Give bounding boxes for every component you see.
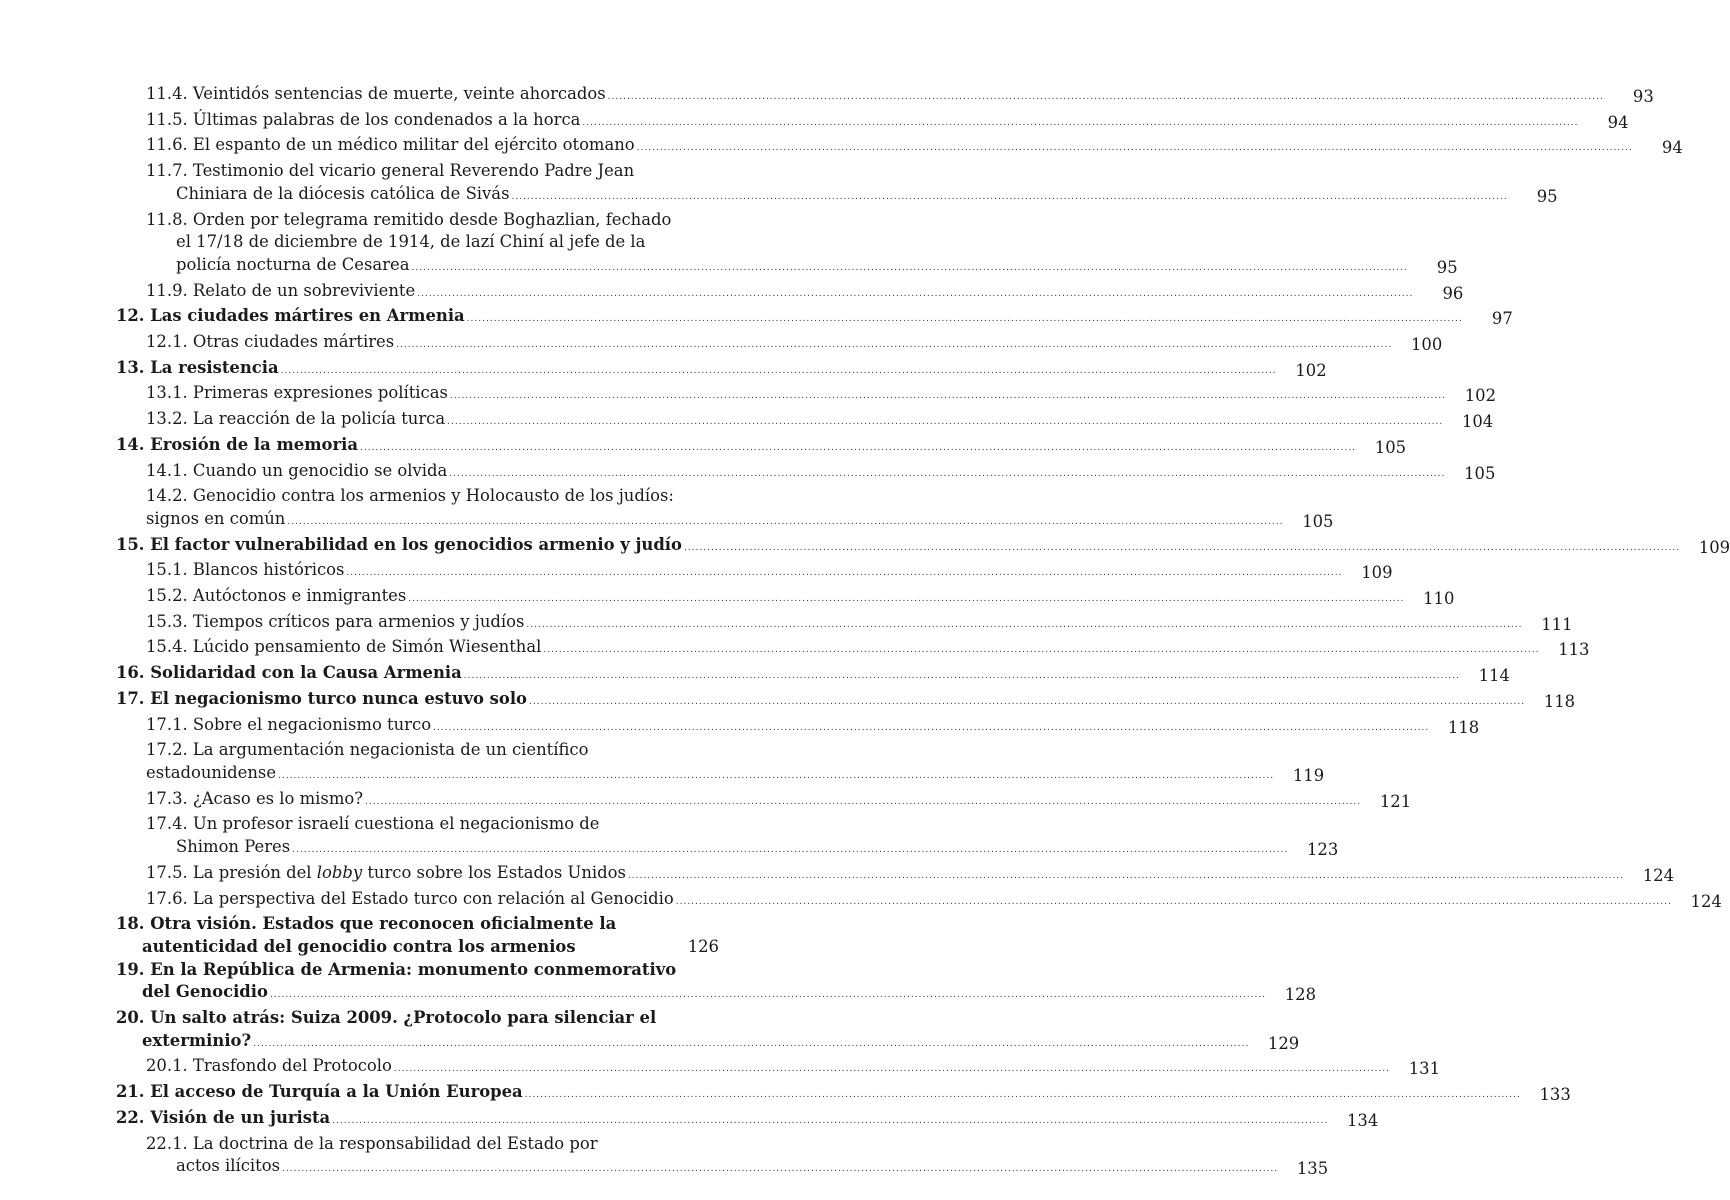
- toc-page-number: 124: [1642, 865, 1675, 885]
- toc-entry-line: 21. El acceso de Turquía a la Unión Europea: [116, 1082, 523, 1102]
- toc-chapter-entry[interactable]: [116, 1081, 1571, 1107]
- toc-entry-line: 17.1. Sobre el negacionismo turco: [146, 714, 432, 734]
- toc-entry-title: [116, 688, 1527, 714]
- toc-section-entry[interactable]: [116, 813, 1339, 861]
- toc-page-number: 110: [1423, 589, 1455, 609]
- dot-leader: [281, 360, 1277, 383]
- toc-entry-title: [116, 331, 1394, 357]
- toc-page-number: 129: [1267, 1033, 1300, 1053]
- toc-section-entry[interactable]: [116, 788, 1412, 814]
- toc-entry-line: 22.1. La doctrina de la responsabilidad del Estado por: [146, 1133, 598, 1153]
- toc-entry-line: 15.3. Tiempos críticos para armenios y judíos: [146, 611, 525, 631]
- toc-entry-line: 14. Erosión de la memoria: [116, 434, 358, 454]
- toc-entry-line: 13.1. Primeras expresiones políticas: [146, 383, 448, 403]
- toc-page-number: 133: [1539, 1085, 1571, 1105]
- dot-leader: [253, 1039, 1249, 1049]
- toc-entry-title: [116, 1055, 1392, 1081]
- toc-entry-line: estadounidense: [146, 762, 277, 782]
- dot-leader: [282, 1164, 1278, 1174]
- toc-page-number: 118: [1447, 717, 1480, 737]
- toc-entry-line: 15. El factor vulnerabilidad en los genocidios armenio y judío: [116, 534, 682, 554]
- dot-leader: [408, 588, 1404, 611]
- toc-section-entry[interactable]: [116, 408, 1494, 434]
- toc-page-number: 118: [1543, 691, 1576, 711]
- dot-leader: [360, 437, 1356, 460]
- toc-page-number: 100: [1410, 335, 1443, 355]
- dot-leader: [676, 891, 1672, 914]
- toc-page-number: 135: [1296, 1159, 1329, 1179]
- toc-entry-line: 17.5. La presión del lobby turco sobre los Estados Unidos: [146, 862, 626, 882]
- table-of-contents: [116, 83, 1730, 1181]
- toc-chapter-entry[interactable]: [116, 434, 1407, 460]
- dot-leader: [526, 614, 1522, 637]
- dot-leader: [394, 1058, 1390, 1081]
- toc-entry-line: 13. La resistencia: [116, 357, 279, 377]
- toc-entry-title: [116, 585, 1406, 611]
- dot-leader: [637, 137, 1633, 160]
- dot-leader: [396, 334, 1392, 357]
- toc-entry-line: autenticidad del genocidio contra los armenios: [142, 936, 576, 956]
- toc-entry-title: [116, 611, 1525, 637]
- dot-leader: [278, 771, 1274, 781]
- toc-entry-line: Chiniara de la diócesis católica de Sivás: [176, 183, 510, 203]
- toc-section-entry[interactable]: [116, 160, 1558, 208]
- toc-entry-title: [116, 1081, 1523, 1107]
- toc-entry-line: 11.4. Veintidós sentencias de muerte, veinte ahorcados: [146, 84, 606, 103]
- dot-leader: [525, 1084, 1521, 1107]
- toc-section-entry[interactable]: [116, 862, 1675, 888]
- toc-page-number: 134: [1346, 1110, 1379, 1130]
- toc-section-entry[interactable]: [116, 485, 1334, 533]
- toc-section-entry[interactable]: [116, 109, 1629, 135]
- toc-entry-title: [116, 739, 1276, 787]
- dot-leader: [511, 192, 1507, 202]
- toc-entry-line: 17. El negacionismo turco nunca estuvo solo: [116, 688, 527, 708]
- toc-entry-title: [116, 460, 1447, 486]
- toc-entry-line: 13.2. La reacción de la policía turca: [146, 409, 446, 429]
- toc-page-number: 121: [1379, 791, 1412, 811]
- dot-leader: [464, 665, 1460, 688]
- toc-entry-title: [116, 382, 1448, 408]
- toc-page-number: 105: [1302, 511, 1334, 531]
- dot-leader: [529, 691, 1525, 714]
- dot-leader: [582, 112, 1578, 135]
- toc-entry-line: signos en común: [146, 508, 286, 528]
- toc-section-entry[interactable]: [116, 1133, 1329, 1181]
- toc-page-number: 124: [1690, 891, 1722, 911]
- toc-page-number: 105: [1464, 463, 1496, 483]
- toc-chapter-entry[interactable]: [116, 1007, 1300, 1055]
- toc-page-number: 114: [1478, 666, 1510, 686]
- toc-entry-line: 18. Otra visión. Estados que reconocen oficialmente la: [116, 914, 617, 934]
- toc-entry-line: 11.6. El espanto de un médico militar del ejército otomano: [146, 135, 635, 155]
- toc-chapter-entry[interactable]: [116, 913, 719, 958]
- toc-section-entry[interactable]: [116, 1055, 1441, 1081]
- toc-entry-title: [116, 357, 1279, 383]
- toc-chapter-entry[interactable]: [116, 688, 1576, 714]
- toc-page-number: 131: [1408, 1059, 1441, 1079]
- dot-leader: [417, 283, 1413, 306]
- toc-entry-line: 11.5. Últimas palabras de los condenados a la horca: [146, 109, 581, 129]
- toc-entry-title: [116, 959, 1268, 1007]
- toc-page-number: 94: [1661, 138, 1683, 158]
- toc-page-number: 109: [1361, 563, 1393, 583]
- toc-page-number: 111: [1541, 614, 1573, 634]
- toc-entry-title: [116, 913, 671, 958]
- toc-entry-title: [116, 559, 1345, 585]
- toc-section-entry[interactable]: [116, 611, 1573, 637]
- toc-chapter-entry[interactable]: [116, 662, 1510, 688]
- toc-entry-line: 20. Un salto atrás: Suiza 2009. ¿Protocolo para silenciar el: [116, 1008, 657, 1028]
- dot-leader: [543, 639, 1539, 662]
- dot-leader: [412, 263, 1408, 273]
- toc-entry-title: [116, 862, 1626, 888]
- toc-page-number: 123: [1306, 840, 1339, 860]
- toc-entry-line: 15.4. Lúcido pensamiento de Simón Wiesenthal: [146, 637, 542, 657]
- toc-page-number: 119: [1292, 765, 1325, 785]
- toc-entry-title: [116, 888, 1674, 914]
- dot-leader: [287, 517, 1283, 527]
- toc-section-entry[interactable]: [116, 134, 1683, 160]
- toc-entry-title: [116, 83, 1606, 109]
- toc-entry-title: [116, 485, 1285, 533]
- toc-entry-title: [116, 534, 1682, 560]
- toc-page-number: 97: [1491, 309, 1513, 329]
- toc-entry-line: del Genocidio: [142, 982, 268, 1002]
- toc-page-number: 104: [1461, 412, 1494, 432]
- toc-chapter-entry[interactable]: [116, 357, 1327, 383]
- toc-entry-title: [116, 109, 1581, 135]
- toc-entry-line: 11.9. Relato de un sobreviviente: [146, 280, 416, 300]
- dot-leader: [450, 385, 1446, 408]
- toc-page-number: 105: [1374, 437, 1407, 457]
- toc-entry-line: 14.1. Cuando un genocidio se olvida: [146, 460, 448, 480]
- toc-entry-title: [116, 662, 1462, 688]
- toc-section-entry[interactable]: [116, 209, 1458, 280]
- dot-leader: [433, 717, 1429, 740]
- toc-page-number: 95: [1436, 257, 1458, 277]
- toc-entry-line: 11.8. Orden por telegrama remitido desde Boghazlian, fechado: [146, 209, 672, 229]
- toc-entry-title: [116, 408, 1445, 434]
- toc-entry-line: actos ilícitos: [176, 1156, 281, 1176]
- dot-leader: [447, 411, 1443, 434]
- toc-section-entry[interactable]: [116, 585, 1455, 611]
- toc-entry-line: 17.6. La perspectiva del Estado turco con relación al Genocidio: [146, 888, 674, 908]
- toc-page-number: 102: [1464, 386, 1497, 406]
- toc-entry-line: 11.7. Testimonio del vicario general Reverendo Padre Jean: [146, 161, 635, 181]
- toc-entry-line: 19. En la República de Armenia: monumento conmemorativo: [116, 959, 677, 979]
- toc-entry-title: [116, 134, 1635, 160]
- toc-entry-line: 16. Solidaridad con la Causa Armenia: [116, 663, 462, 683]
- toc-section-entry[interactable]: [116, 382, 1497, 408]
- toc-entry-title: [116, 714, 1431, 740]
- dot-leader: [346, 562, 1342, 585]
- dot-leader: [270, 990, 1266, 1000]
- toc-entry-line: 14.2. Genocidio contra los armenios y Holocausto de los judíos:: [146, 486, 674, 506]
- dot-leader: [449, 463, 1445, 486]
- toc-entry-title: [116, 305, 1465, 331]
- toc-entry-title: [116, 160, 1510, 208]
- toc-entry-line: el 17/18 de diciembre de 1914, de lazí Chiní al jefe de la: [176, 232, 646, 252]
- toc-page-number: 93: [1632, 87, 1654, 106]
- toc-entry-line: 15.2. Autóctonos e inmigrantes: [146, 586, 407, 606]
- toc-page-number: 128: [1284, 985, 1317, 1005]
- toc-section-entry[interactable]: [116, 83, 1654, 109]
- dot-leader: [684, 537, 1680, 560]
- toc-section-entry[interactable]: [116, 888, 1722, 914]
- dot-leader: [365, 791, 1361, 814]
- toc-section-entry[interactable]: [116, 460, 1496, 486]
- toc-page-number: 126: [687, 936, 719, 956]
- toc-section-entry[interactable]: [116, 280, 1464, 306]
- toc-entry-title: [116, 434, 1358, 460]
- toc-entry-line: 15.1. Blancos históricos: [146, 560, 345, 580]
- toc-page-number: 95: [1536, 186, 1558, 206]
- toc-entry-title: [116, 209, 1410, 280]
- dot-leader: [292, 845, 1288, 855]
- toc-page-number: 113: [1558, 640, 1590, 660]
- dot-leader: [628, 865, 1624, 888]
- toc-entry-line: 12. Las ciudades mártires en Armenia: [116, 306, 465, 326]
- toc-page-number: 109: [1698, 537, 1730, 557]
- toc-entry-line: 22. Visión de un jurista: [116, 1107, 331, 1127]
- toc-section-entry[interactable]: [116, 331, 1443, 357]
- toc-entry-line: 17.2. La argumentación negacionista de un científico: [146, 740, 589, 760]
- toc-entry-title: [116, 1107, 1330, 1133]
- toc-entry-title: [116, 636, 1541, 662]
- toc-entry-line: 17.4. Un profesor israelí cuestiona el negacionismo de: [146, 814, 600, 834]
- dot-leader: [608, 86, 1604, 109]
- toc-entry-line: 20.1. Trasfondo del Protocolo: [146, 1056, 392, 1076]
- toc-entry-title: [116, 280, 1415, 306]
- toc-section-entry[interactable]: [116, 739, 1325, 787]
- toc-entry-title: [116, 813, 1290, 861]
- toc-entry-line: 12.1. Otras ciudades mártires: [146, 332, 395, 352]
- toc-page-number: 102: [1295, 360, 1327, 380]
- toc-entry-title: [116, 1007, 1251, 1055]
- toc-section-entry[interactable]: [116, 559, 1393, 585]
- toc-chapter-entry[interactable]: [116, 959, 1317, 1007]
- toc-chapter-entry[interactable]: [116, 1107, 1379, 1133]
- toc-entry-line: 17.3. ¿Acaso es lo mismo?: [146, 788, 364, 808]
- toc-entry-line: policía nocturna de Cesarea: [176, 254, 410, 274]
- dot-leader: [332, 1110, 1328, 1133]
- toc-section-entry[interactable]: [116, 636, 1590, 662]
- dot-leader: [467, 308, 1463, 331]
- toc-entry-title: [116, 1133, 1280, 1181]
- toc-chapter-entry[interactable]: [116, 534, 1730, 560]
- toc-section-entry[interactable]: [116, 714, 1480, 740]
- toc-chapter-entry[interactable]: [116, 305, 1513, 331]
- toc-entry-title: [116, 788, 1363, 814]
- toc-entry-line: exterminio?: [142, 1030, 252, 1050]
- toc-page-number: 94: [1607, 112, 1629, 132]
- toc-page-number: 96: [1442, 283, 1464, 303]
- toc-entry-line: Shimon Peres: [176, 837, 291, 857]
